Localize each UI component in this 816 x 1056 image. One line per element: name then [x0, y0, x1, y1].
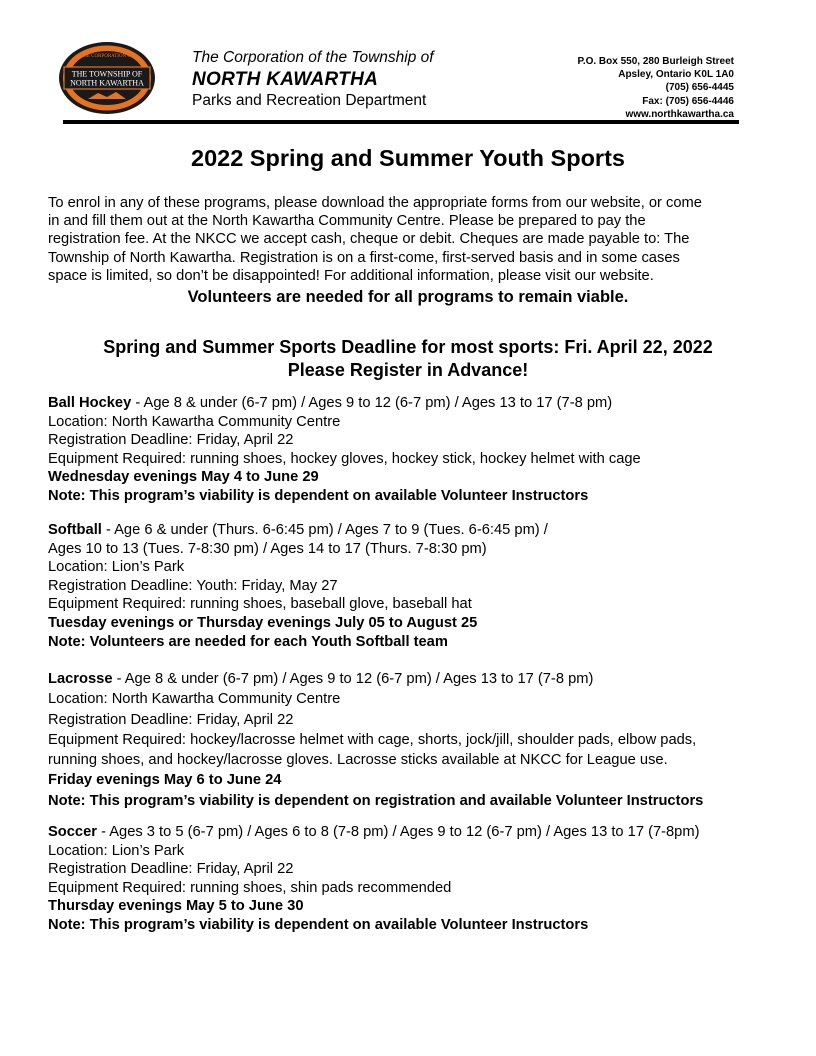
- program-equipment: Equipment Required: running shoes, shin pads recommended: [48, 879, 452, 896]
- contact-fax: Fax: (705) 656-4446: [642, 95, 734, 107]
- logo-line-1: THE TOWNSHIP OF: [71, 69, 143, 79]
- contact-block: [577, 55, 734, 121]
- volunteers-notice: Volunteers are needed for all programs to remain viable.: [187, 288, 629, 306]
- intro-line: To enrol in any of these programs, please download the appropriate forms from our website, or come: [48, 195, 702, 211]
- contact-address: P.O. Box 550, 280 Burleigh Street: [577, 56, 734, 67]
- program-equipment: Equipment Required: running shoes, baseball glove, baseball hat: [48, 596, 472, 613]
- program-name: Soccer: [48, 824, 97, 840]
- program-ages-continued: Ages 10 to 13 (Tues. 7-8:30 pm) / Ages 14 to 17 (Thurs. 7-8:30 pm): [48, 540, 487, 557]
- program-registration: Registration Deadline: Friday, April 22: [48, 432, 294, 448]
- program-equipment: Equipment Required: running shoes, hockey gloves, hockey stick, hockey helmet with cage: [48, 450, 641, 467]
- program-equipment: Equipment Required: hockey/lacrosse helmet with cage, shorts, jock/jill, shoulder pads, elbow pads,: [48, 731, 697, 748]
- contact-website: www.northkawartha.ca: [625, 108, 734, 120]
- program-ages: - Age 6 & under (Thurs. 6-6:45 pm) / Ages 7 to 9 (Tues. 6-6:45 pm) /: [101, 522, 548, 538]
- program-name: Lacrosse: [48, 671, 113, 687]
- township-logo: [58, 41, 156, 115]
- header-divider: [63, 120, 739, 124]
- program-ages: - Age 8 & under (6-7 pm) / Ages 9 to 12 (6-7 pm) / Ages 13 to 17 (7-8 pm): [112, 671, 594, 687]
- intro-paragraph: [48, 194, 778, 285]
- logo-line-2: NORTH KAWARTHA: [70, 78, 144, 88]
- intro-line: in and fill them out at the North Kawartha Community Centre. Please be prepared to pay the: [48, 213, 646, 230]
- program-registration: Registration Deadline: Friday, April 22: [48, 711, 294, 728]
- program-location: Location: Lion’s Park: [48, 842, 185, 859]
- program-location: Location: North Kawartha Community Centre: [48, 413, 341, 430]
- intro-line: Township of North Kawartha. Registration is on a first-come, first-served basis and in some cases: [48, 249, 680, 266]
- deadline-heading: [0, 336, 816, 381]
- page-title: 2022 Spring and Summer Youth Sports: [191, 145, 625, 171]
- deadline-line-1: Spring and Summer Sports Deadline for most sports: Fri. April 22, 2022: [103, 337, 713, 357]
- program-location: Location: North Kawartha Community Centre: [48, 691, 341, 708]
- program-note: Note: This program’s viability is dependent on available Volunteer Instructors: [48, 916, 589, 933]
- program-lacrosse: [48, 669, 703, 811]
- township-name: NORTH KAWARTHA: [192, 69, 379, 90]
- logo-top-text: THE CORPORATION OF: [80, 54, 134, 59]
- program-schedule: Wednesday evenings May 4 to June 29: [48, 469, 319, 485]
- program-name: Softball: [48, 522, 102, 538]
- contact-phone: (705) 656-4445: [665, 82, 734, 94]
- program-schedule: Thursday evenings May 5 to June 30: [48, 898, 304, 915]
- program-name: Ball Hockey: [48, 395, 132, 411]
- organization-block: [192, 48, 434, 111]
- program-registration: Registration Deadline: Youth: Friday, May 27: [48, 577, 338, 594]
- program-soccer: [48, 823, 699, 935]
- department-name: Parks and Recreation Department: [192, 92, 427, 109]
- program-ball-hockey: [48, 394, 641, 505]
- program-note: Note: This program’s viability is dependent on available Volunteer Instructors: [48, 487, 589, 504]
- program-note: Note: Volunteers are needed for each Youth Softball team: [48, 633, 448, 650]
- intro-line: space is limited, so don’t be disappointed! For additional information, please visit our website.: [48, 267, 654, 284]
- program-location: Location: Lion’s Park: [48, 559, 185, 576]
- program-schedule: Friday evenings May 6 to June 24: [48, 772, 282, 789]
- corporation-line: The Corporation of the Township of: [192, 49, 434, 66]
- program-registration: Registration Deadline: Friday, April 22: [48, 861, 294, 878]
- deadline-line-2: Please Register in Advance!: [287, 359, 529, 380]
- program-ages: - Ages 3 to 5 (6-7 pm) / Ages 6 to 8 (7-8 pm) / Ages 9 to 12 (6-7 pm) / Ages 13 to 17 (7-8pm): [97, 824, 700, 840]
- program-softball: [48, 521, 548, 651]
- program-ages: - Age 8 & under (6-7 pm) / Ages 9 to 12 (6-7 pm) / Ages 13 to 17 (7-8 pm): [131, 395, 613, 411]
- program-schedule: Tuesday evenings or Thursday evenings July 05 to August 25: [48, 614, 478, 631]
- contact-city: Apsley, Ontario K0L 1A0: [618, 69, 734, 81]
- program-note: Note: This program’s viability is dependent on registration and available Volunteer Instructors: [48, 792, 704, 809]
- intro-line: registration fee. At the NKCC we accept cash, cheque or debit. Cheques are made payable to: The: [48, 231, 690, 248]
- program-equipment-continued: running shoes, and hockey/lacrosse gloves. Lacrosse sticks available at NKCC for League use.: [48, 752, 668, 769]
